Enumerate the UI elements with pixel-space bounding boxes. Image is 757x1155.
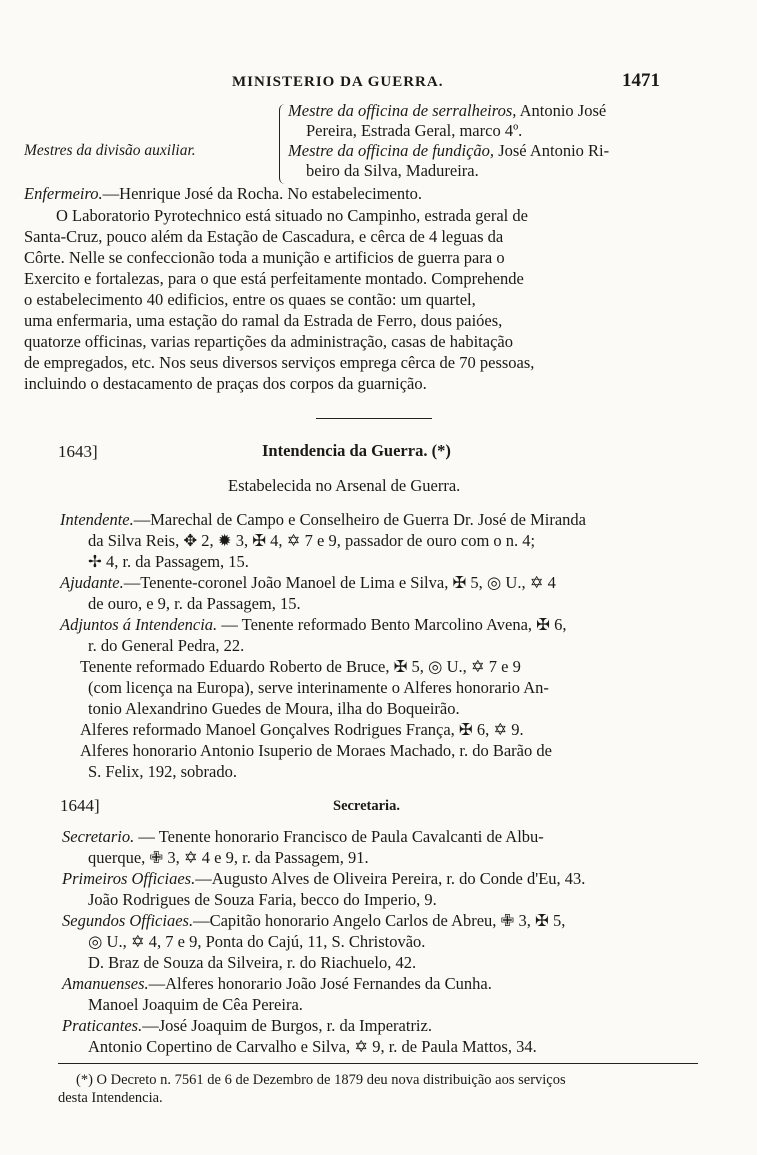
secretario-text: — Tenente honorario Francisco de Paula Cavalcanti de Albu- bbox=[134, 827, 544, 846]
amanuenses-role: Amanuenses. bbox=[62, 974, 149, 993]
segundos-entry bbox=[62, 911, 565, 931]
amanuenses-line-2: Manoel Joaquim de Cêa Pereira. bbox=[88, 995, 303, 1014]
running-header: MINISTERIO DA GUERRA. bbox=[232, 74, 444, 90]
mestres-group-label: Mestres da divisão auxiliar. bbox=[24, 142, 196, 159]
intendente-text: —Marechal de Campo e Conselheiro de Guerra Dr. José de Miranda bbox=[133, 510, 586, 529]
enfermeiro-entry bbox=[24, 184, 422, 204]
footnote-line-1: (*) O Decreto n. 7561 de 6 de Dezembro de 1879 deu nova distribuição aos serviços bbox=[76, 1072, 566, 1088]
machado-line-1: Alferes honorario Antonio Isuperio de Moraes Machado, r. do Barão de bbox=[80, 741, 552, 760]
secretaria-title: Secretaria. bbox=[333, 798, 400, 814]
bruce-line-1: Tenente reformado Eduardo Roberto de Bruce, ✠ 5, ◎ U., ✡ 7 e 9 bbox=[80, 657, 521, 676]
praticantes-role: Praticantes. bbox=[62, 1016, 143, 1035]
footnote-rule bbox=[58, 1063, 698, 1064]
laboratorio-line-5: o estabelecimento 40 edificios, entre os quaes se contão: um quartel, bbox=[24, 290, 476, 309]
intendente-role: Intendente. bbox=[60, 510, 134, 529]
brace-mark bbox=[279, 104, 286, 184]
laboratorio-line-8: de empregados, etc. Nos seus diversos serviços emprega cêrca de 70 pessoas, bbox=[24, 353, 535, 372]
enfermeiro-role: Enfermeiro. bbox=[24, 184, 103, 203]
primeiros-line-2: João Rodrigues de Souza Faria, becco do Imperio, 9. bbox=[88, 890, 437, 909]
laboratorio-line-2: Santa-Cruz, pouco além da Estação de Cascadura, e cêrca de 4 leguas da bbox=[24, 227, 504, 246]
intendencia-subtitle: Estabelecida no Arsenal de Guerra. bbox=[228, 476, 461, 495]
mestre-serralheiros-role: Mestre da officina de serralheiros, bbox=[288, 101, 517, 120]
footnote-line-2: desta Intendencia. bbox=[58, 1090, 163, 1106]
adjuntos-role: Adjuntos á Intendencia. bbox=[60, 615, 218, 634]
bruce-line-3: tonio Alexandrino Guedes de Moura, ilha do Boqueirão. bbox=[88, 699, 460, 718]
franca-line: Alferes reformado Manoel Gonçalves Rodrigues França, ✠ 6, ✡ 9. bbox=[80, 720, 524, 739]
section-divider bbox=[316, 418, 432, 419]
praticantes-text: —José Joaquim de Burgos, r. da Imperatriz. bbox=[142, 1016, 432, 1035]
secretaria-ref: 1644] bbox=[60, 796, 100, 815]
segundos-line-3: D. Braz de Souza da Silveira, r. do Riachuelo, 42. bbox=[88, 953, 417, 972]
mestre-serralheiros-line bbox=[288, 101, 606, 121]
amanuenses-text: —Alferes honorario João José Fernandes da Cunha. bbox=[148, 974, 492, 993]
secretario-line-2: querque, ✙ 3, ✡ 4 e 9, r. da Passagem, 91. bbox=[88, 848, 369, 867]
laboratorio-line-9: incluindo o destacamento de praças dos corpos da guarnição. bbox=[24, 374, 427, 393]
intendencia-title: Intendencia da Guerra. (*) bbox=[262, 441, 451, 460]
adjuntos-line-2: r. do General Pedra, 22. bbox=[88, 636, 245, 655]
segundos-line-2: ◎ U., ✡ 4, 7 e 9, Ponta do Cajú, 11, S. Christovão. bbox=[88, 932, 426, 951]
mestre-fundicao-name: José Antonio Ri- bbox=[498, 141, 610, 160]
adjuntos-entry bbox=[60, 615, 566, 635]
ajudante-line-2: de ouro, e 9, r. da Passagem, 15. bbox=[88, 594, 301, 613]
primeiros-role: Primeiros Officiaes. bbox=[62, 869, 196, 888]
praticantes-entry bbox=[62, 1016, 432, 1036]
laboratorio-line-1: O Laboratorio Pyrotechnico está situado no Campinho, estrada geral de bbox=[56, 206, 528, 225]
mestre-fundicao-cont: beiro da Silva, Madureira. bbox=[306, 161, 479, 180]
amanuenses-entry bbox=[62, 974, 492, 994]
ajudante-entry bbox=[60, 573, 556, 593]
mestre-serralheiros-name: Antonio José bbox=[519, 101, 607, 120]
primeiros-entry bbox=[62, 869, 585, 889]
intendente-line-3: ✢ 4, r. da Passagem, 15. bbox=[88, 552, 249, 571]
ajudante-role: Ajudante. bbox=[60, 573, 124, 592]
page-number: 1471 bbox=[622, 70, 660, 91]
segundos-role: Segundos Officiaes. bbox=[62, 911, 194, 930]
mestre-fundicao-role: Mestre da officina de fundição, bbox=[288, 141, 495, 160]
adjuntos-text: — Tenente reformado Bento Marcolino Avena, ✠ 6, bbox=[217, 615, 567, 634]
intendente-line-2: da Silva Reis, ✥ 2, ✹ 3, ✠ 4, ✡ 7 e 9, passador de ouro com o n. 4; bbox=[88, 531, 536, 550]
ajudante-text: —Tenente-coronel João Manoel de Lima e Silva, ✠ 5, ◎ U., ✡ 4 bbox=[123, 573, 556, 592]
secretario-role: Secretario. bbox=[62, 827, 135, 846]
intendente-entry bbox=[60, 510, 586, 530]
laboratorio-line-7: quatorze officinas, varias repartições da administração, casas de habitação bbox=[24, 332, 513, 351]
intendencia-ref: 1643] bbox=[58, 442, 98, 461]
segundos-text: —Capitão honorario Angelo Carlos de Abreu, ✙ 3, ✠ 5, bbox=[193, 911, 566, 930]
mestre-fundicao-line bbox=[288, 141, 609, 161]
machado-line-2: S. Felix, 192, sobrado. bbox=[88, 762, 237, 781]
praticantes-line-2: Antonio Copertino de Carvalho e Silva, ✡ 9, r. de Paula Mattos, 34. bbox=[88, 1037, 537, 1056]
secretario-entry bbox=[62, 827, 544, 847]
enfermeiro-text: —Henrique José da Rocha. No estabelecimento. bbox=[102, 184, 423, 203]
bruce-line-2: (com licença na Europa), serve interinamente o Alferes honorario An- bbox=[88, 678, 549, 697]
laboratorio-line-3: Côrte. Nelle se confeccionão toda a munição e artificios de guerra para o bbox=[24, 248, 505, 267]
primeiros-text: —Augusto Alves de Oliveira Pereira, r. do Conde d'Eu, 43. bbox=[195, 869, 586, 888]
laboratorio-line-4: Exercito e fortalezas, para o que está perfeitamente montado. Comprehende bbox=[24, 269, 524, 288]
laboratorio-line-6: uma enfermaria, uma estação do ramal da Estrada de Ferro, dous paióes, bbox=[24, 311, 503, 330]
mestre-serralheiros-cont: Pereira, Estrada Geral, marco 4º. bbox=[306, 121, 523, 140]
